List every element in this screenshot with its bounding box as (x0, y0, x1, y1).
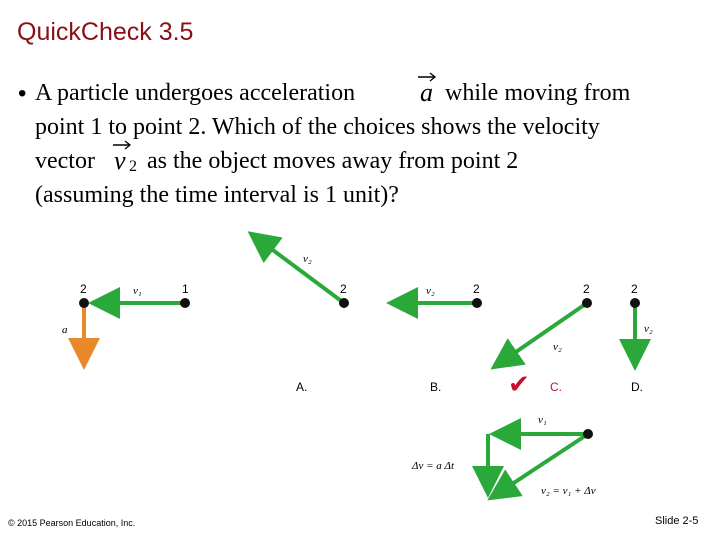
choice-c-point-2-dot (582, 298, 592, 308)
point-1-label: 1 (182, 282, 189, 296)
choice-d (630, 282, 653, 394)
a-label: a (62, 324, 68, 336)
question-line-1b: while moving from (445, 80, 631, 106)
choice-b-v2-label: v₂ (426, 285, 435, 297)
question-line-3b: as the object moves away from point 2 (147, 148, 519, 174)
triangle-v1-label: v₁ (538, 414, 547, 426)
choice-d-label: D. (631, 380, 643, 394)
choice-b-point-2-dot (472, 298, 482, 308)
equation-v2-label: v₂ = v₁ + Δv (541, 485, 596, 497)
choice-a (254, 236, 349, 394)
choice-a-v2-arrow (254, 236, 344, 303)
slide-title: QuickCheck 3.5 (17, 18, 194, 46)
v1-label: v₁ (133, 285, 142, 297)
choice-d-point-2-label: 2 (631, 282, 638, 296)
choice-c-point-2-label: 2 (583, 282, 590, 296)
choice-a-v2-label: v₂ (303, 253, 312, 265)
bullet-marker: • (18, 80, 27, 107)
choice-a-point-2-label: 2 (340, 282, 347, 296)
correct-check-icon: ✔ (508, 370, 530, 400)
acceleration-symbol: a (420, 78, 433, 107)
choice-a-label: A. (296, 380, 308, 394)
triangle-origin-dot (583, 429, 593, 439)
choice-d-v2-label: v₂ (644, 323, 653, 335)
choice-c-v2-arrow (497, 303, 587, 365)
velocity-symbol: v (114, 146, 126, 175)
question-line-2: point 1 to point 2. Which of the choices shows the velocity (35, 114, 600, 140)
slide-number: Slide 2-5 (655, 515, 699, 527)
choice-b (394, 282, 482, 394)
choice-b-point-2-label: 2 (473, 282, 480, 296)
point-2-dot (79, 298, 89, 308)
copyright-footer: © 2015 Pearson Education, Inc. (8, 518, 136, 528)
question-line-3a: vector (35, 148, 95, 174)
choice-c (497, 282, 592, 400)
choice-d-point-2-dot (630, 298, 640, 308)
choice-a-point-2-dot (339, 298, 349, 308)
point-1-dot (180, 298, 190, 308)
choice-b-label: B. (430, 380, 442, 394)
choice-c-v2-label: v₂ (553, 341, 562, 353)
point-2-label: 2 (80, 282, 87, 296)
velocity-subscript: 2 (129, 158, 137, 175)
equation-dv-label: Δv = a Δt (412, 460, 455, 472)
reference-motion (62, 282, 190, 362)
question-line-1a: A particle undergoes acceleration (35, 80, 356, 106)
choice-c-label: C. (550, 380, 562, 394)
question-line-4: (assuming the time interval is 1 unit)? (35, 182, 399, 208)
vector-addition-triangle (411, 414, 596, 497)
